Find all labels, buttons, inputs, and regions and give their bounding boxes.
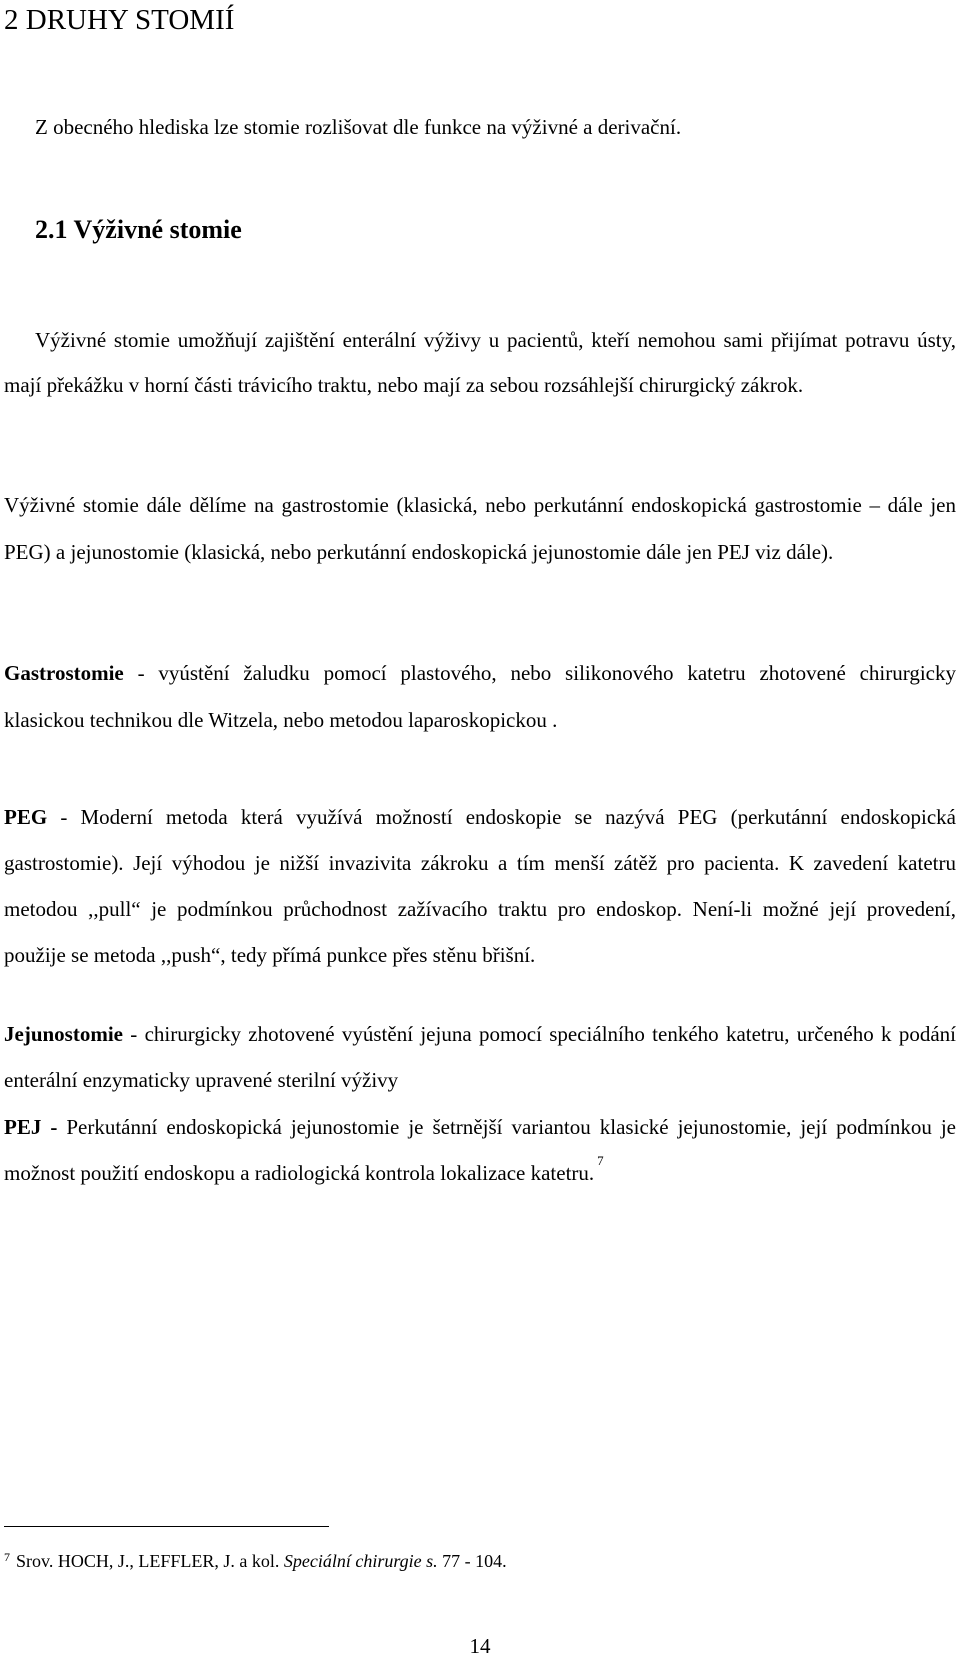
definition-term: Gastrostomie xyxy=(4,661,124,685)
paragraph-classification: Výživné stomie dále dělíme na gastrostomie (klasická, nebo perkutánní endoskopická gastrostomie – dále jen PEG) a jejunostomie (klasická, nebo perkutánní endoskopická jejunostomie dále jen PEJ viz dále). xyxy=(4,493,956,564)
definition-term: PEJ - xyxy=(4,1115,58,1139)
definition-peg xyxy=(4,794,956,978)
definition-term: Jejunostomie xyxy=(4,1022,123,1046)
chapter-heading: 2 DRUHY STOMIÍ xyxy=(4,4,235,36)
footnote-title: Speciální chirurgie s. xyxy=(283,1551,438,1571)
definition-jejunostomie xyxy=(4,1011,956,1103)
paragraph-nutrition-stomas: Výživné stomie umožňují zajištění enterální výživy u pacientů, kteří nemohou sami přijímat potravu ústy, mají překážku v horní části trávicího traktu, nebo mají za sebou rozsáhlejší chirurgický zákrok. xyxy=(4,328,956,397)
definition-gastrostomie xyxy=(4,650,956,744)
footnote xyxy=(4,1548,507,1574)
definition-pej xyxy=(4,1104,956,1196)
definition-text: - chirurgicky zhotovené vyústění jejuna pomocí speciálního tenkého katetru, určeného k podání enterální enzymaticky upravené sterilní výživy xyxy=(4,1022,956,1092)
footnote-mark: 7 xyxy=(4,1550,10,1564)
definition-text: - Moderní metoda která využívá možností endoskopie se nazývá PEG (perkutánní endoskopická gastrostomie). Její výhodou je nižší invazivita zákroku a tím menší zátěž pro pacienta. K zavedení katetru metodou ,,pull“ je podmínkou průchodnost zažívacího traktu pro endoskop. Není-li možné její provedení, použije se metoda ,,push“, tedy přímá punkce přes stěnu břišní. xyxy=(4,805,956,967)
footnote-text-after: 77 - 104. xyxy=(437,1551,507,1571)
page-number: 14 xyxy=(469,1634,491,1658)
definition-text: - vyústění žaludku pomocí plastového, nebo silikonového katetru zhotovené chirurgicky klasickou technikou dle Witzela, nebo metodou laparoskopickou . xyxy=(4,661,956,732)
intro-sentence: Z obecného hlediska lze stomie rozlišovat dle funkce na výživné a derivační. xyxy=(35,115,682,139)
definition-text: Perkutánní endoskopická jejunostomie je šetrnější variantou klasické jejunostomie, její podmínkou je možnost použití endoskopu a radiologická kontrola lokalizace katetru. xyxy=(4,1115,956,1185)
footnote-reference: 7 xyxy=(597,1153,604,1168)
definition-term: PEG xyxy=(4,805,48,829)
footnote-text-before: Srov. HOCH, J., LEFFLER, J. a kol. xyxy=(16,1551,284,1571)
footnote-separator xyxy=(4,1526,329,1527)
section-heading: 2.1 Výživné stomie xyxy=(35,215,242,244)
